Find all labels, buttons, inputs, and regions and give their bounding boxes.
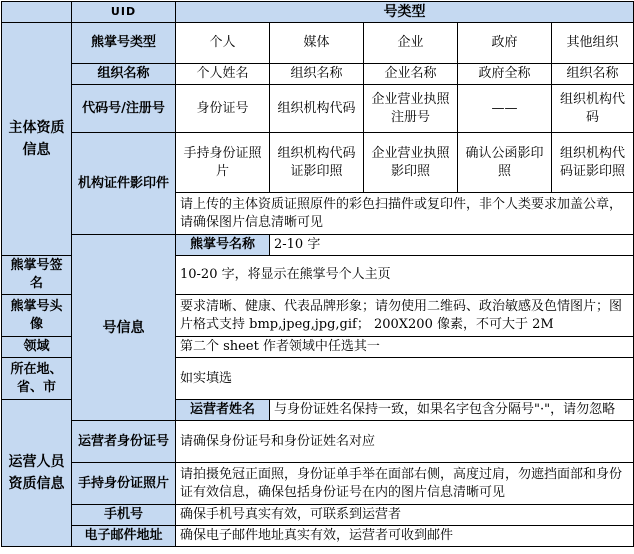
cert-personal: 手持身份证照片 [176,133,270,193]
email-value: 确保电子邮件地址真实有效，运营者可收到邮件 [176,526,634,547]
row-phone [2,505,634,526]
code-other: 组织机构代码 [552,85,634,133]
code-enterprise: 企业营业执照注册号 [364,85,458,133]
location-value: 如实填选 [176,358,634,400]
label-cert: 机构证件影印件 [72,133,176,235]
row-account-name [2,235,634,256]
label-operator-id: 运营者身份证号 [72,421,176,463]
section-operator: 运营人员资质信息 [2,400,72,547]
account-name-value: 2-10 字 [270,235,634,256]
label-phone: 手机号 [72,505,176,526]
label-account-name: 熊掌号名称 [176,235,270,256]
type-media: 媒体 [270,23,364,64]
label-operator-name: 运营者姓名 [176,400,270,421]
row-cert [2,133,634,193]
operator-name-value: 与身份证姓名保持一致，如果名字包含分隔号"·"，请勿忽略 [270,400,634,421]
type-personal: 个人 [176,23,270,64]
label-account-sign: 熊掌号签名 [2,256,72,295]
cert-enterprise: 企业营业执照影印照 [364,133,458,193]
label-account-type: 熊掌号类型 [72,23,176,64]
code-government: —— [458,85,552,133]
row-email [2,526,634,547]
operator-photo-value: 请拍摄免冠正面照，身份证单手举在面部右侧，高度过肩，勿遮挡面部和身份证有效信息，确保包括身份证号在内的图片信息清晰可见 [176,463,634,505]
section-account: 号信息 [72,235,176,421]
label-email: 电子邮件地址 [72,526,176,547]
header-uid: UID [72,2,176,23]
section-subject: 主体资质信息 [2,23,72,256]
code-media: 组织机构代码 [270,85,364,133]
field-value: 第二个 sheet 作者领域中任选其一 [176,337,634,358]
header-row [2,2,634,23]
row-operator-id [2,421,634,463]
org-media: 组织名称 [270,64,364,85]
row-org-name [2,64,634,85]
account-sign-value: 10-20 字，将显示在熊掌号个人主页 [176,256,634,295]
phone-value: 确保手机号真实有效，可联系到运营者 [176,505,634,526]
label-location: 所在地、省、市 [2,358,72,400]
account-avatar-value: 要求清晰、健康、代表品牌形象；请勿使用二维码、政治敏感及色情图片；图片格式支持 bmp,jpeg,jpg,gif； 200X200 像素，不可大于 2M [176,295,634,337]
operator-id-value: 请确保身份证号和身份证姓名对应 [176,421,634,463]
cert-media: 组织机构代码证影印照 [270,133,364,193]
label-operator-photo: 手持身份证照片 [72,463,176,505]
cert-note: 请上传的主体资质证照原件的彩色扫描件或复印件，非个人类要求加盖公章，请确保图片信息清晰可见 [176,193,634,235]
cert-other: 组织机构代码证影印照 [552,133,634,193]
label-account-avatar: 熊掌号头像 [2,295,72,337]
code-personal: 身份证号 [176,85,270,133]
header-title: 号类型 [176,2,634,23]
row-account-type [2,23,634,64]
row-operator-photo [2,463,634,505]
cert-government: 确认公函影印照 [458,133,552,193]
header-blank [2,2,72,23]
label-code: 代码号/注册号 [72,85,176,133]
org-enterprise: 企业名称 [364,64,458,85]
label-field: 领域 [2,337,72,358]
org-personal: 个人姓名 [176,64,270,85]
org-other: 组织名称 [552,64,634,85]
type-government: 政府 [458,23,552,64]
org-government: 政府全称 [458,64,552,85]
type-other-org: 其他组织 [552,23,634,64]
type-enterprise: 企业 [364,23,458,64]
account-type-table [1,1,634,547]
row-code [2,85,634,133]
label-org-name: 组织名称 [72,64,176,85]
